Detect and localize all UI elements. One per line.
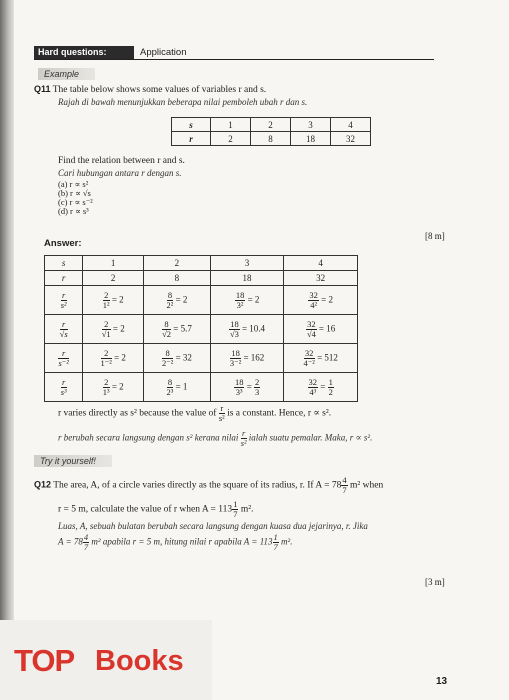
section-header-title: Application: [140, 47, 187, 58]
answer-label: Answer:: [44, 238, 82, 249]
frac-num: 8: [162, 349, 173, 359]
table-cell: 2: [83, 271, 144, 286]
conclusion-en-end: is a constant. Hence, r ∝ s².: [227, 408, 332, 419]
table-cell: r: [172, 132, 211, 146]
frac-num: 18: [235, 289, 245, 300]
q11-prompt-ms: Cari hubungan antara r dengan s.: [58, 168, 182, 178]
table-cell: [45, 286, 83, 315]
frac-den: 7: [233, 509, 238, 519]
table-cell: 3: [210, 256, 284, 271]
ratio-table: [44, 285, 358, 402]
table-cell: 2: [211, 132, 251, 146]
table-cell: [210, 344, 284, 373]
frac-num: 18: [231, 347, 240, 358]
fraction: [308, 378, 319, 397]
option-c: (c) r ∝ s⁻²: [58, 197, 93, 207]
fraction: [103, 378, 110, 397]
frac-num: 32: [307, 318, 316, 329]
table-cell: [284, 286, 358, 315]
frac-den: 1⁻²: [100, 357, 112, 368]
conclusion-en: [58, 404, 331, 423]
table-cell: [45, 315, 83, 344]
textbook-page: [14, 0, 509, 700]
frac-den: √3: [229, 328, 239, 339]
table-cell: [45, 373, 83, 402]
q11-prompt-en: Find the relation between r and s.: [58, 156, 185, 166]
fraction: [162, 349, 173, 368]
cell-result: = 162: [241, 352, 265, 363]
option-a: (a) r ∝ s²: [58, 179, 89, 189]
conclusion-ms-end: ialah suatu pemalar. Maka, r ∝ s².: [248, 432, 373, 443]
frac-den: √s: [59, 328, 68, 339]
fraction: [234, 378, 245, 397]
mixed-fraction: [341, 476, 347, 495]
q12-ms-line2-end: m².: [281, 536, 293, 547]
frac-den: 3³: [235, 386, 243, 397]
frac-den: s²: [240, 438, 247, 448]
frac-den: 4²: [310, 299, 318, 310]
frac-num: 1: [273, 532, 278, 542]
fraction: [254, 378, 260, 397]
table-cell: r: [45, 271, 83, 286]
table-cell: 1: [83, 256, 144, 271]
frac-den: s²: [218, 413, 225, 423]
cell-result: = 2: [111, 352, 126, 363]
cell-result: = 2: [173, 294, 188, 305]
frac-num: r: [60, 320, 68, 330]
try-it-tag: Try it yourself!: [34, 455, 112, 467]
fraction: [308, 291, 319, 310]
cell-result: = 2: [245, 294, 260, 305]
frac-num: r: [62, 289, 66, 300]
frac-den: 3⁻²: [229, 357, 242, 368]
cell-result: = 2: [109, 381, 124, 392]
table-cell: [210, 373, 284, 402]
frac-num: 32: [308, 376, 318, 387]
logo-top-text: TOP: [14, 643, 75, 678]
cell-result: = 16: [316, 323, 336, 334]
frac-den: 2: [328, 386, 333, 397]
answer-table: [44, 255, 358, 286]
table-row: [45, 286, 358, 315]
frac-num: 32: [304, 347, 314, 358]
q12-marks: [3 m]: [425, 577, 445, 587]
table-cell: 1: [211, 118, 251, 132]
table-cell: 8: [251, 132, 291, 146]
option-b: (b) r ∝ √s: [58, 188, 91, 198]
fraction: [162, 320, 171, 339]
frac-den: 2³: [166, 386, 174, 397]
frac-num: r: [220, 403, 224, 413]
frac-den: √1: [101, 328, 111, 339]
table-cell: [210, 315, 284, 344]
cell-result: = 1: [173, 381, 188, 392]
cell-result: = 10.4: [239, 323, 266, 334]
table-cell: s: [172, 118, 211, 132]
fraction: [229, 320, 240, 339]
cell-result: = 2: [318, 294, 333, 305]
cell-result: = 5.7: [171, 323, 192, 334]
frac-num: 32: [309, 289, 318, 300]
topbooks-logo: [0, 620, 212, 700]
q12-ms-line1: Luas, A, sebuah bulatan berubah secara langsung dengan kuasa dua jejarinya, r. Jika: [58, 521, 368, 531]
section-header-label: Hard questions:: [34, 46, 134, 59]
q11-number: Q11: [34, 84, 51, 94]
table-cell: 2: [251, 118, 291, 132]
table-cell: [83, 315, 144, 344]
frac-num: 8: [167, 289, 173, 300]
q12-line1-end: m² when: [350, 480, 384, 491]
book-spine-shadow: [0, 0, 14, 700]
frac-num: 4: [83, 532, 89, 542]
table-cell: 18: [210, 271, 284, 286]
frac-num: 18: [234, 376, 244, 387]
mixed-fraction: [273, 533, 279, 552]
table-row: [172, 118, 371, 132]
mixed-fraction: [232, 500, 238, 519]
q12-line2-end: m².: [240, 504, 254, 515]
table-cell: [45, 344, 83, 373]
fraction: [61, 378, 67, 397]
q11-stem: [34, 84, 266, 95]
table-cell: 3: [291, 118, 331, 132]
frac-den: s²: [60, 299, 67, 310]
table-cell: 4: [284, 256, 358, 271]
frac-num: r: [241, 428, 246, 438]
q11-marks: [8 m]: [425, 231, 445, 241]
section-header: [34, 46, 434, 60]
table-cell: 32: [284, 271, 358, 286]
cell-result: = 2: [109, 294, 124, 305]
logo-books-text: Books: [95, 645, 184, 677]
frac-num: 2: [255, 376, 260, 387]
fraction: [103, 291, 110, 310]
frac-den: 7: [83, 542, 89, 552]
frac-num: 2: [104, 289, 109, 300]
q11-text-en: The table below shows some values of variables r and s.: [52, 85, 267, 95]
q12-line2-start: r = 5 m, calculate the value of r when A = 113: [58, 504, 233, 515]
frac-num: r: [58, 349, 68, 359]
frac-den: 3²: [236, 299, 244, 310]
table-cell: [83, 286, 144, 315]
table-cell: [210, 286, 284, 315]
frac-num: 1: [328, 376, 333, 387]
table-cell: [284, 315, 358, 344]
cell-result: = 32: [173, 352, 192, 363]
table-row: [172, 132, 371, 146]
table-row: [45, 256, 358, 271]
q12-ms-line2: [58, 533, 292, 552]
frac-num: 2: [101, 349, 112, 359]
table-cell: 8: [144, 271, 211, 286]
q12-ms-line2-mid: m² apabila r = 5 m, hitung nilai r apabila A = 113: [91, 536, 273, 547]
frac-num: r: [62, 376, 66, 387]
fraction: [304, 349, 315, 368]
frac-num: 1: [233, 499, 238, 509]
table-cell: 18: [291, 132, 331, 146]
frac-den: √4: [306, 328, 316, 339]
fraction: [61, 291, 67, 310]
table-cell: [144, 373, 211, 402]
frac-den: s⁻²: [58, 357, 69, 368]
frac-den: 2⁻²: [162, 357, 174, 368]
frac-den: 4⁻²: [303, 357, 315, 368]
q12-line2: [58, 500, 253, 519]
q11-text-ms: Rajah di bawah menunjukkan beberapa nilai pemboleh ubah r dan s.: [58, 97, 308, 107]
frac-den: 3: [255, 386, 260, 397]
table-cell: [83, 373, 144, 402]
frac-den: 2²: [166, 299, 174, 310]
q12-line1-start: The area, A, of a circle varies directly as the square of its radius, r. If A = 78: [53, 480, 342, 491]
fraction: [58, 349, 68, 368]
q12-number: Q12: [34, 479, 52, 490]
frac-num: 4: [342, 475, 347, 485]
frac-den: 1²: [102, 299, 110, 310]
fraction: [102, 320, 111, 339]
frac-den: 4³: [309, 386, 317, 397]
cell-result: = 2: [110, 323, 125, 334]
table-cell: 32: [331, 132, 371, 146]
frac-den: s³: [60, 386, 67, 397]
frac-num: 8: [162, 320, 171, 330]
frac-num: 18: [230, 318, 239, 329]
table-cell: [83, 344, 144, 373]
table-cell: [144, 344, 211, 373]
table-cell: [144, 315, 211, 344]
table-cell: [284, 373, 358, 402]
fraction: [306, 320, 317, 339]
frac-den: 7: [342, 485, 347, 495]
ratio-fraction: [219, 404, 225, 423]
frac-num: 8: [167, 376, 173, 387]
page-number: 13: [436, 676, 448, 687]
table-cell: [144, 286, 211, 315]
q12-ms-line2-start: A = 78: [58, 536, 83, 547]
frac-den: √2: [162, 328, 172, 339]
cell-result: =: [244, 381, 255, 392]
table-row: [45, 271, 358, 286]
frac-num: 2: [102, 320, 111, 330]
table-row: [45, 344, 358, 373]
table-cell: 2: [144, 256, 211, 271]
cell-result: = 512: [314, 352, 338, 363]
frac-den: 7: [273, 542, 278, 552]
frac-den: 1³: [102, 386, 110, 397]
table-row: [45, 315, 358, 344]
conclusion-ms: [58, 429, 372, 448]
ratio-fraction: [241, 429, 247, 448]
q11-options: [58, 180, 93, 216]
table-row: [45, 373, 358, 402]
example-tag: Example: [38, 68, 95, 80]
q12-line1: [34, 476, 383, 495]
table-cell: s: [45, 256, 83, 271]
fraction: [60, 320, 68, 339]
conclusion-en-start: r varies directly as s² because the value of: [58, 408, 217, 419]
option-d: (d) r ∝ s³: [58, 206, 89, 216]
fraction: [230, 349, 241, 368]
q11-table: [171, 117, 371, 146]
cell-result: =: [318, 381, 328, 392]
fraction: [328, 378, 334, 397]
fraction: [101, 349, 112, 368]
conclusion-ms-start: r berubah secara langsung dengan s² kerana nilai: [58, 432, 239, 443]
mixed-fraction: [83, 533, 89, 552]
table-cell: [284, 344, 358, 373]
fraction: [235, 291, 246, 310]
table-cell: 4: [331, 118, 371, 132]
frac-num: 2: [104, 376, 109, 387]
